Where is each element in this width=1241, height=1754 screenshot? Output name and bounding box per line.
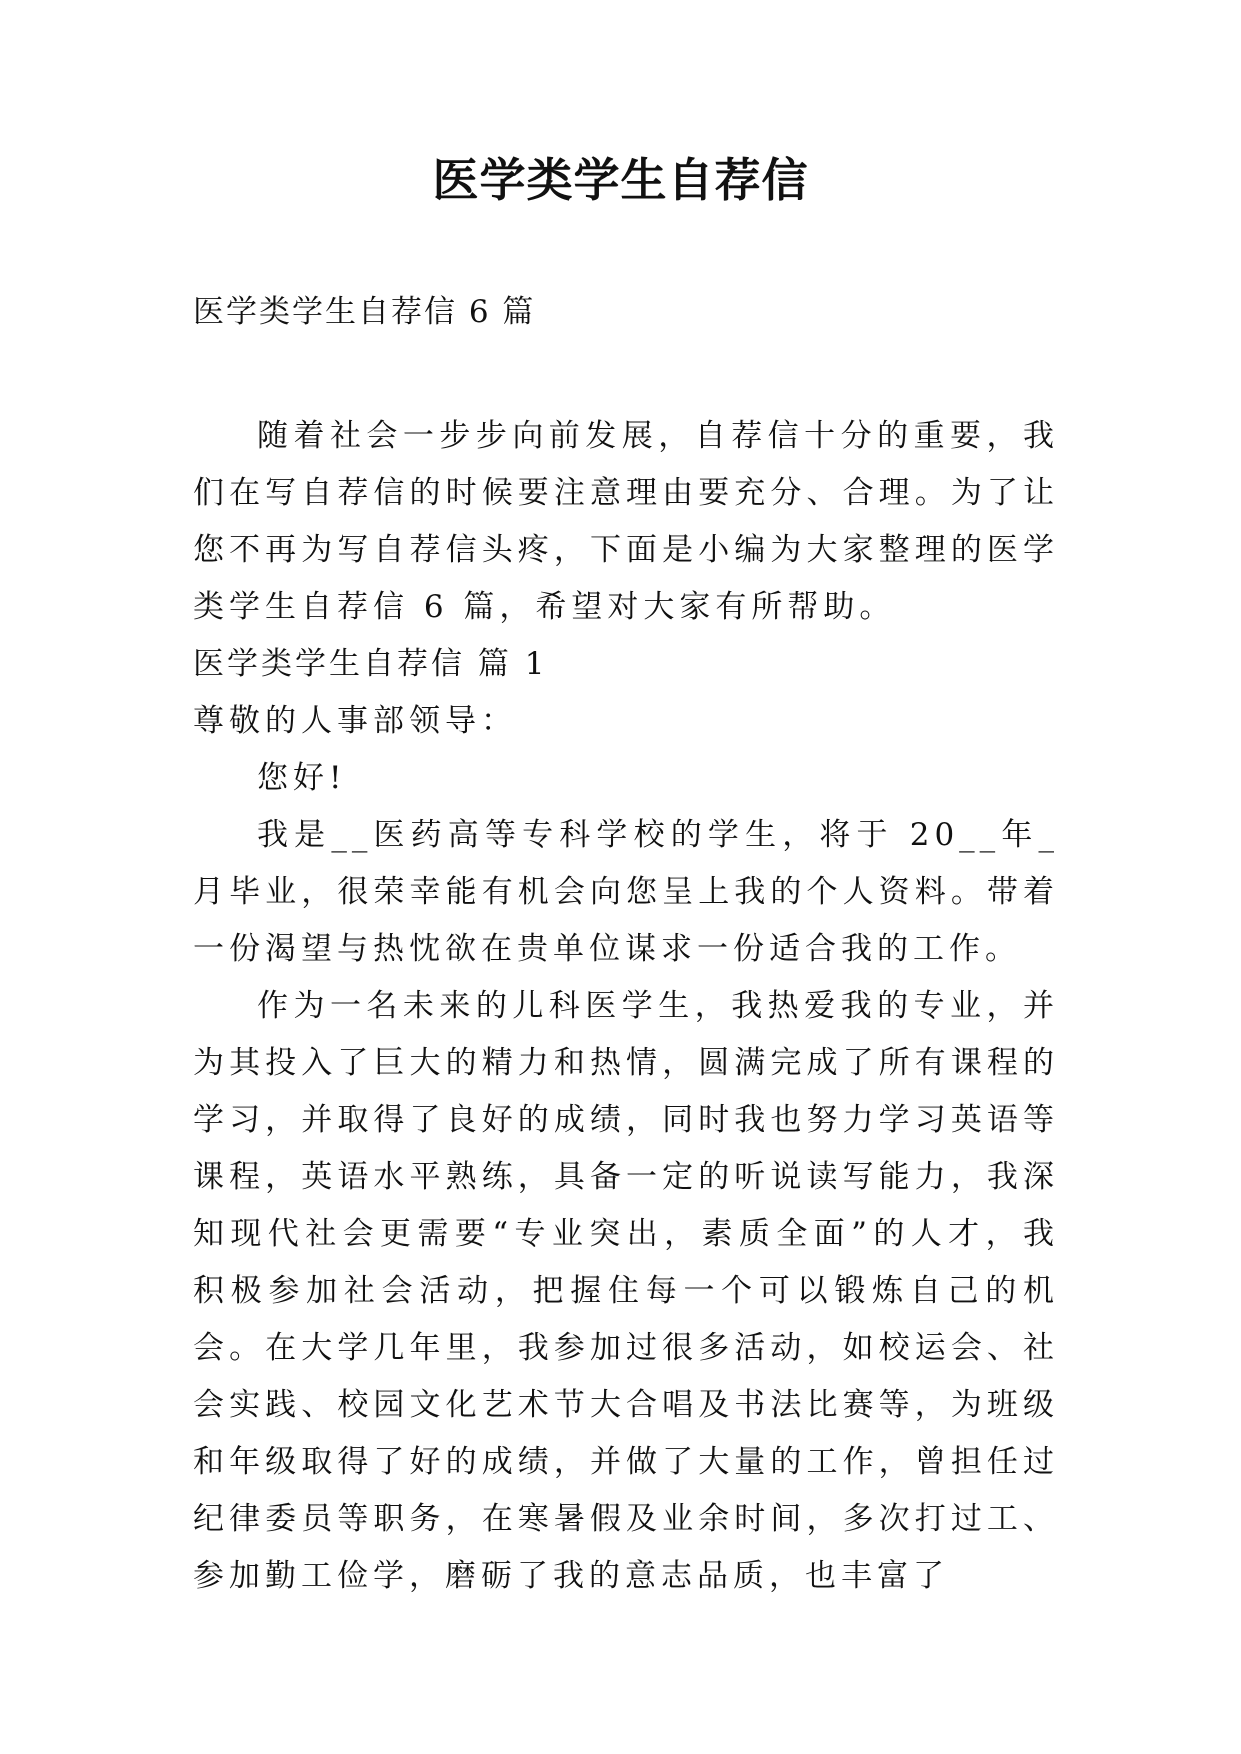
document-subtitle: 医学类学生自荐信 6 篇 — [193, 294, 536, 330]
document-body — [193, 408, 1059, 1605]
intro-paragraph: 随着社会一步步向前发展，自荐信十分的重要，我们在写自荐信的时候要注意理由要充分、合理。为了让您不再为写自荐信头疼，下面是小编为大家整理的医学类学生自荐信 6 篇，希望对大家有所帮助。 — [193, 418, 1059, 625]
document-title: 医学类学生自荐信 — [432, 153, 809, 207]
body-paragraph-1: 我是__医药高等专科学校的学生，将于 20__年_月毕业，很荣幸能有机会向您呈上我的个人资料。带着一份渴望与热忱欲在贵单位谋求一份适合我的工作。 — [193, 817, 1059, 967]
body-paragraph-2: 作为一名未来的儿科医学生，我热爱我的专业，并为其投入了巨大的精力和热情，圆满完成了所有课程的学习，并取得了良好的成绩，同时我也努力学习英语等课程，英语水平熟练，具备一定的听说读写能力，我深知现代社会更需要“专业突出，素质全面”的人才，我积极参加社会活动，把握住每一个可以锻炼自己的机会。在大学几年里，我参加过很多活动，如校运会、社会实践、校园文化艺术节大合唱及书法比赛等，为班级和年级取得了好的成绩，并做了大量的工作，曾担任过纪律委员等职务，在寒暑假及业余时间，多次打过工、参加勤工俭学，磨砺了我的意志品质，也丰富了 — [193, 988, 1059, 1594]
greeting: 您好! — [257, 760, 347, 796]
salutation: 尊敬的人事部领导： — [193, 703, 517, 739]
section-heading: 医学类学生自荐信 篇 1 — [193, 646, 548, 682]
